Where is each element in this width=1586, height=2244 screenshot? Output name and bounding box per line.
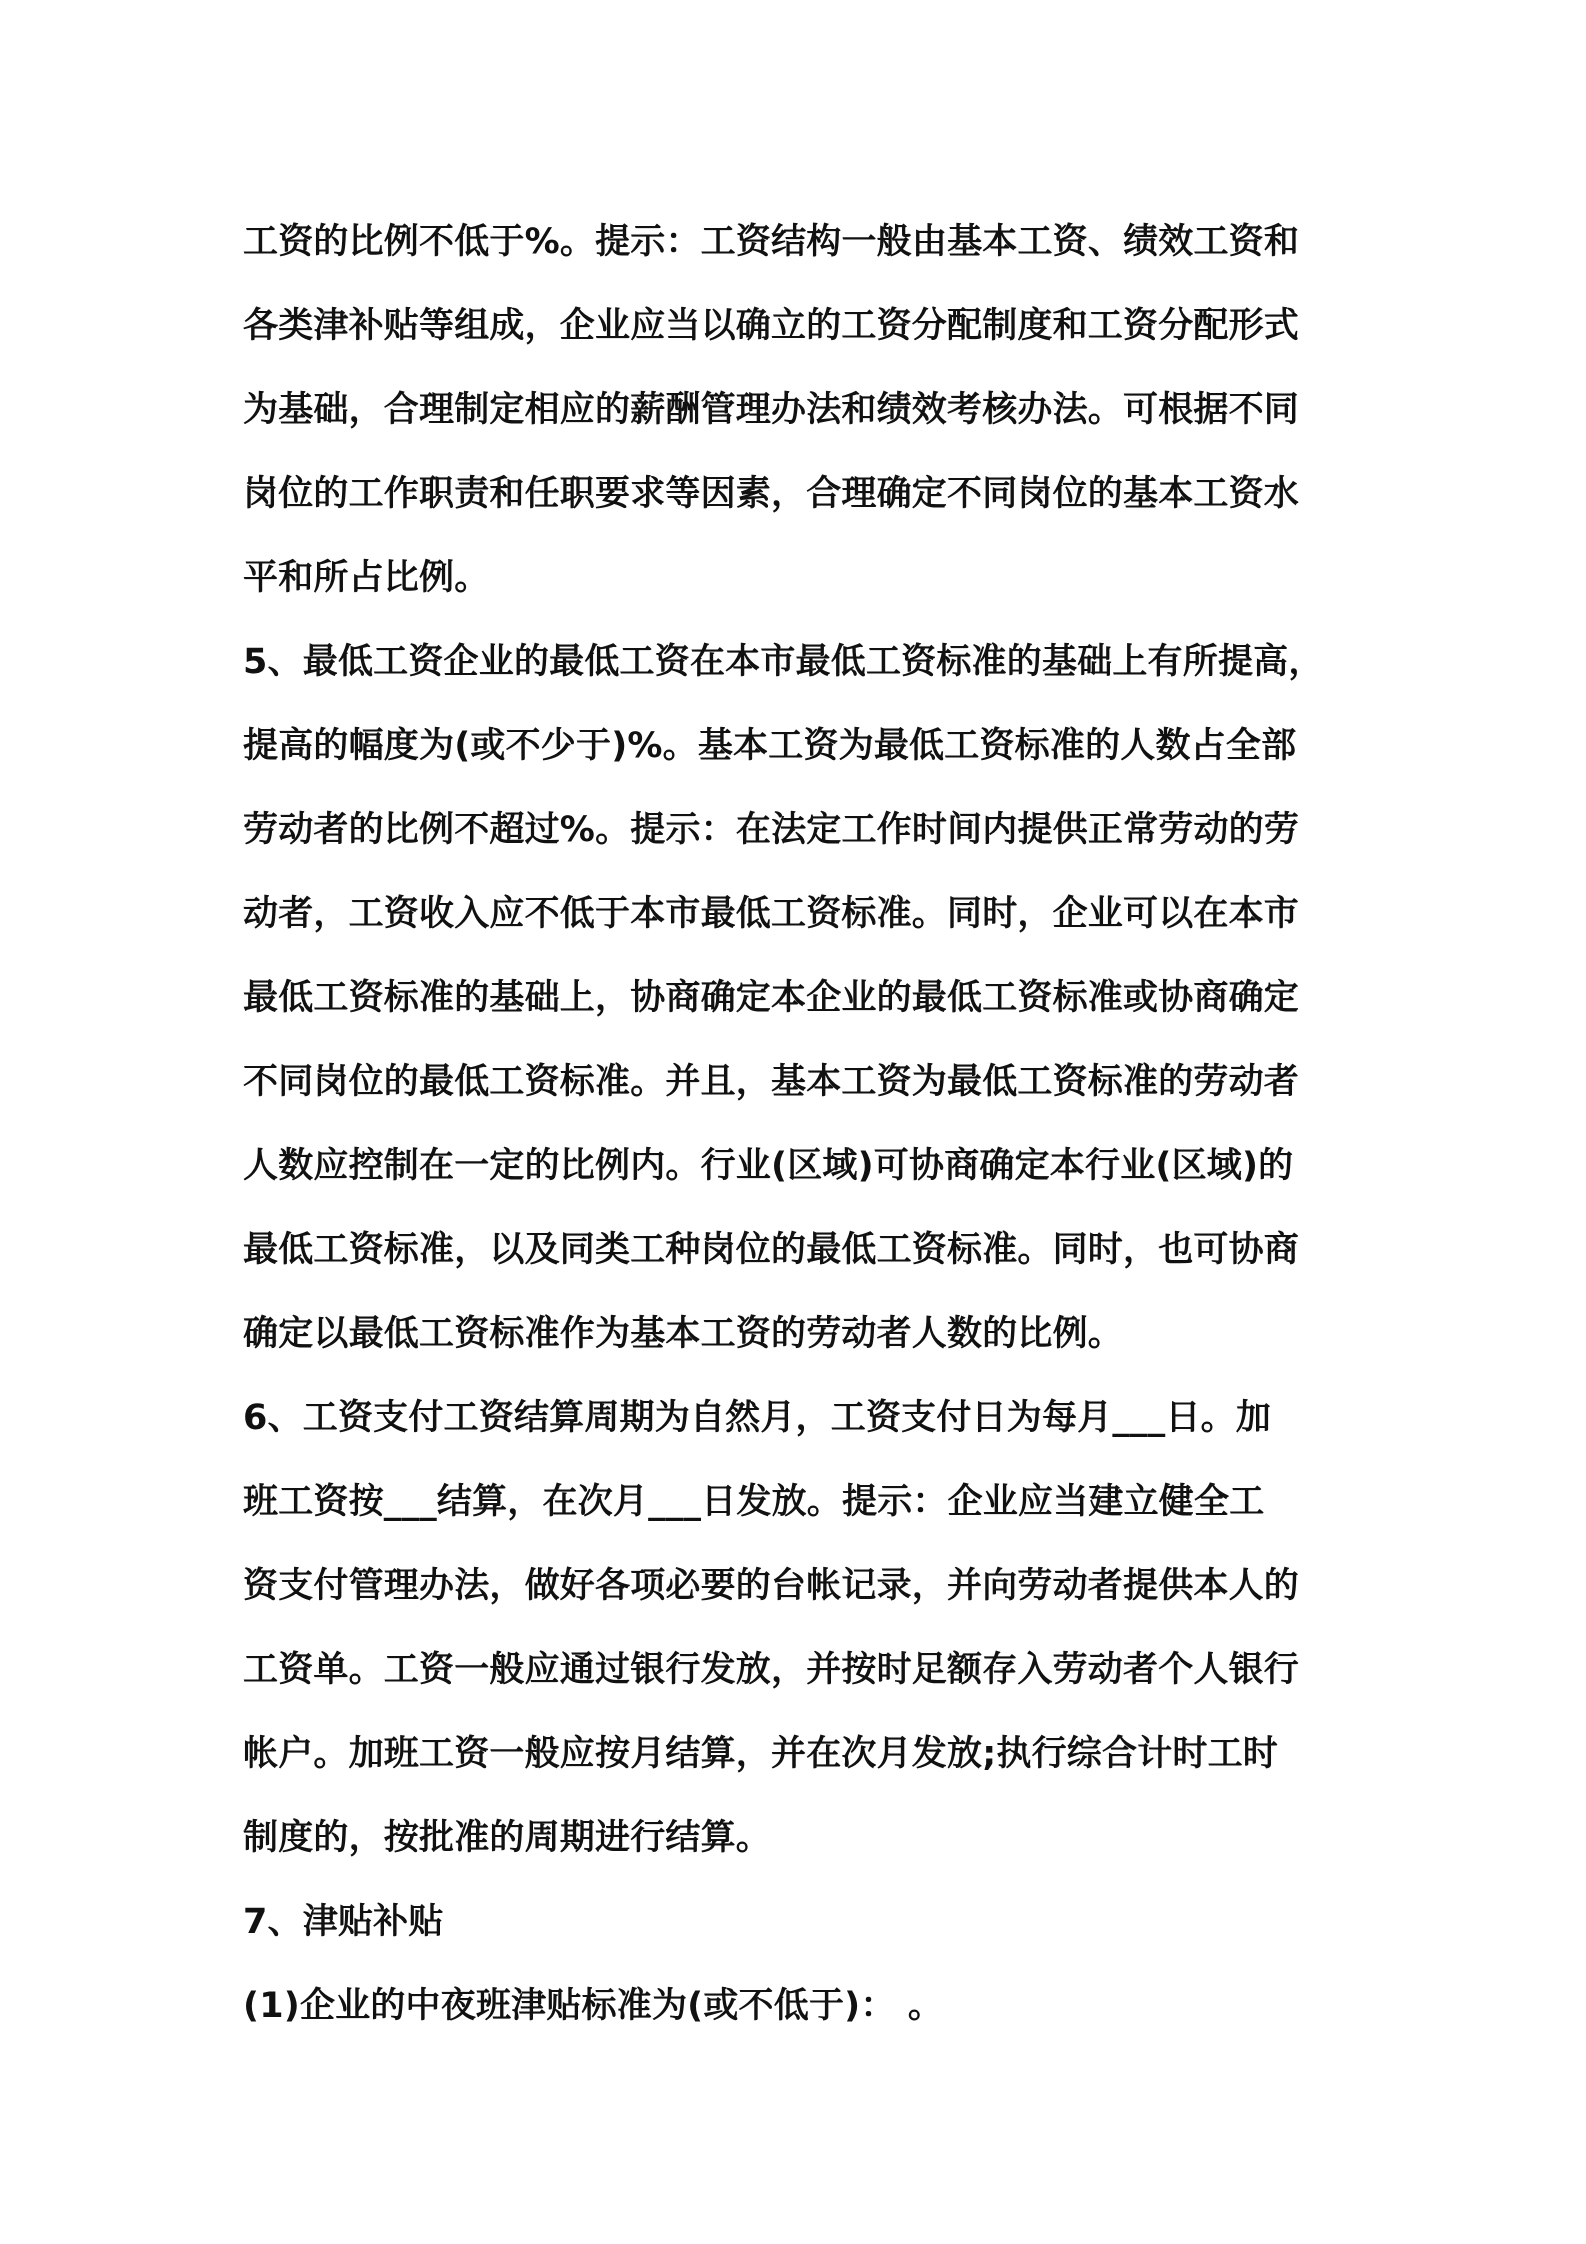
text-line: 工资单。工资一般应通过银行发放，并按时足额存入劳动者个人银行 <box>243 1650 1300 1690</box>
text-line: 提高的幅度为(或不少于)%。基本工资为最低工资标准的人数占全部 <box>243 726 1297 766</box>
text-line: 岗位的工作职责和任职要求等因素，合理确定不同岗位的基本工资水 <box>243 474 1300 514</box>
text-line: 平和所占比例。 <box>243 558 490 598</box>
section-5-heading-line: 5、最低工资企业的最低工资在本市最低工资标准的基础上有所提高， <box>243 642 1324 682</box>
text-line: 确定以最低工资标准作为基本工资的劳动者人数的比例。 <box>243 1314 1124 1354</box>
text-line: 最低工资标准，以及同类工种岗位的最低工资标准。同时，也可协商 <box>243 1230 1300 1270</box>
text-line: 最低工资标准的基础上，协商确定本企业的最低工资标准或协商确定 <box>243 978 1300 1018</box>
text-line: 各类津补贴等组成，企业应当以确立的工资分配制度和工资分配形式 <box>243 306 1300 346</box>
section-6-heading-line: 6、工资支付工资结算周期为自然月，工资支付日为每月___日。加 <box>243 1398 1272 1438</box>
document-body <box>243 200 1373 2048</box>
text-line: 资支付管理办法，做好各项必要的台帐记录，并向劳动者提供本人的 <box>243 1566 1300 1606</box>
text-line: 工资的比例不低于%。提示：工资结构一般由基本工资、绩效工资和 <box>243 222 1300 262</box>
section-7-heading: 7、津贴补贴 <box>243 1902 444 1942</box>
text-line: 制度的，按批准的周期进行结算。 <box>243 1818 772 1858</box>
text-line: 班工资按___结算，在次月___日发放。提示：企业应当建立健全工 <box>243 1482 1265 1522</box>
text-line: 动者，工资收入应不低于本市最低工资标准。同时，企业可以在本市 <box>243 894 1300 934</box>
item-1-line: (1)企业的中夜班津贴标准为(或不低于)： 。 <box>243 1986 944 2026</box>
text-line: 不同岗位的最低工资标准。并且，基本工资为最低工资标准的劳动者 <box>243 1062 1300 1102</box>
text-line: 为基础，合理制定相应的薪酬管理办法和绩效考核办法。可根据不同 <box>243 390 1300 430</box>
text-line: 劳动者的比例不超过%。提示：在法定工作时间内提供正常劳动的劳 <box>243 810 1300 850</box>
text-line: 帐户。加班工资一般应按月结算，并在次月发放;执行综合计时工时 <box>243 1734 1278 1774</box>
text-line: 人数应控制在一定的比例内。行业(区域)可协商确定本行业(区域)的 <box>243 1146 1294 1186</box>
